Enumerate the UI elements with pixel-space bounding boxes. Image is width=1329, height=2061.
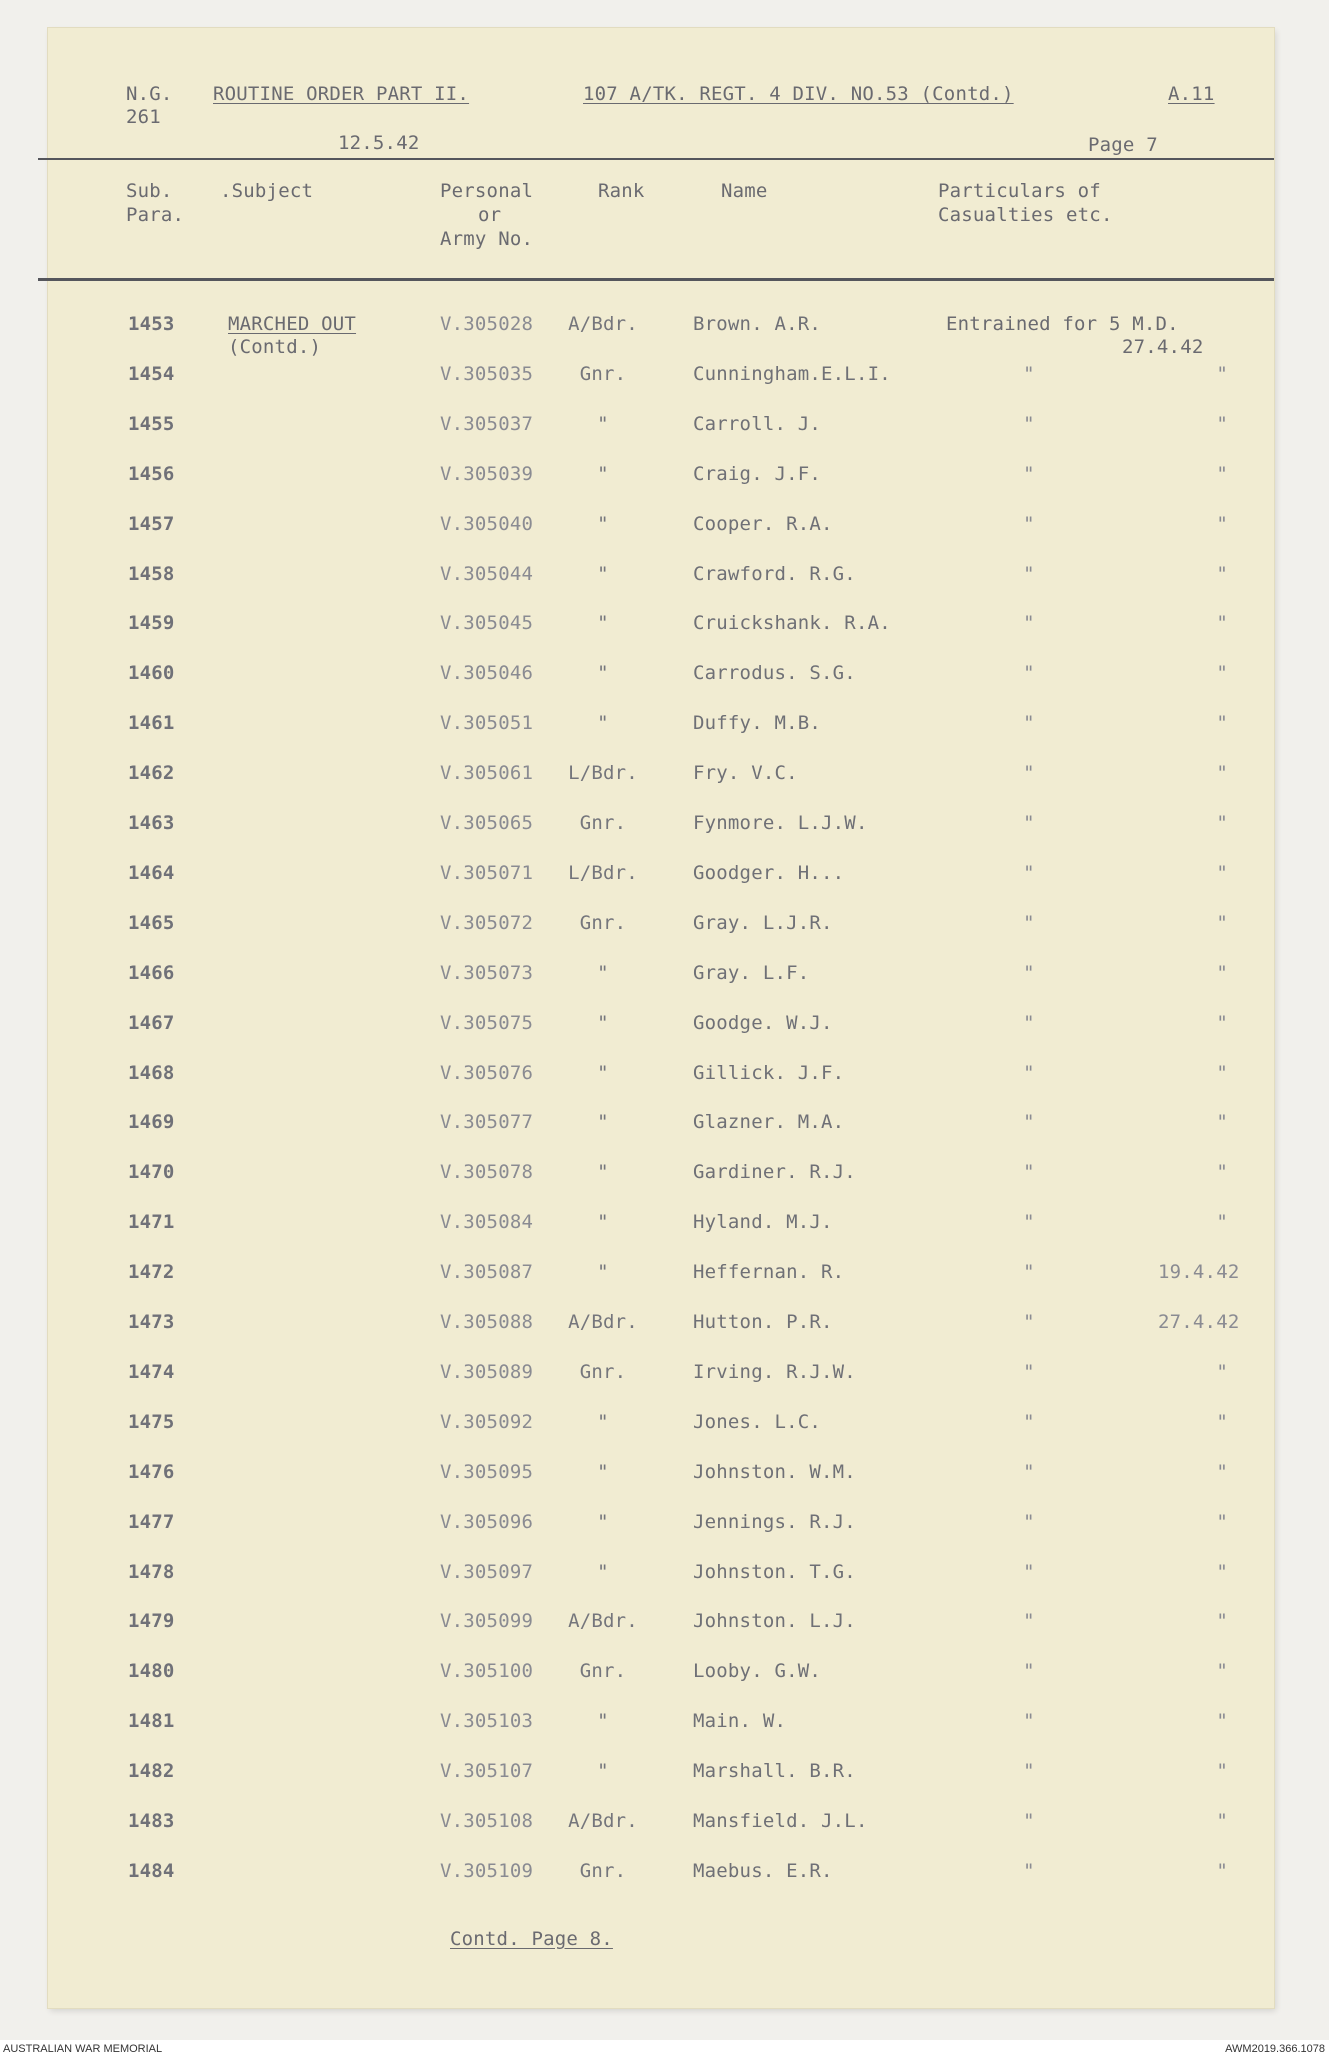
date-cell: " (1216, 1810, 1228, 1832)
table-row (48, 1561, 1274, 1601)
header-rule (38, 158, 1274, 160)
col-rank: Rank (598, 180, 645, 202)
date-cell: " (1216, 1710, 1228, 1732)
table-row (48, 762, 1274, 802)
particulars-ditto-cell: " (1023, 1411, 1035, 1433)
particulars-ditto-cell: " (1023, 1062, 1035, 1084)
sub-para-cell: 1475 (128, 1411, 175, 1433)
particulars-ditto-cell: " (1023, 912, 1035, 934)
particulars-ditto-cell: " (1023, 812, 1035, 834)
table-row (48, 1411, 1274, 1451)
date-cell: " (1216, 1610, 1228, 1632)
date-cell: " (1216, 612, 1228, 634)
name-cell: Jones. L.C. (693, 1411, 822, 1433)
table-row (48, 1161, 1274, 1201)
col-personal-3: Army No. (440, 228, 534, 250)
document-title: ROUTINE ORDER PART II. (213, 83, 470, 105)
army-number-cell: V.305061 (440, 762, 534, 784)
sub-para-cell: 1482 (128, 1760, 175, 1782)
table-row (48, 1860, 1274, 1900)
army-number-cell: V.305097 (440, 1561, 534, 1583)
particulars-ditto-cell: " (1023, 962, 1035, 984)
col-personal-1: Personal (440, 180, 534, 202)
table-row (48, 1610, 1274, 1650)
sub-para-cell: 1468 (128, 1062, 175, 1084)
sub-para-cell: 1484 (128, 1860, 175, 1882)
sub-para-cell: 1455 (128, 413, 175, 435)
date-cell: " (1216, 1561, 1228, 1583)
date-cell: " (1216, 1012, 1228, 1034)
sub-para-cell: 1457 (128, 513, 175, 535)
particulars-ditto-cell: " (1023, 463, 1035, 485)
footer-reference: AWM2019.366.1078 (1225, 2043, 1325, 2055)
table-row (48, 662, 1274, 702)
table-row (48, 1012, 1274, 1052)
name-cell: Johnston. W.M. (693, 1461, 856, 1483)
date-cell: " (1216, 1111, 1228, 1133)
name-cell: Hyland. M.J. (693, 1211, 833, 1233)
sub-para-cell: 1472 (128, 1261, 175, 1283)
sub-para-cell: 1463 (128, 812, 175, 834)
sub-para-cell: 1459 (128, 612, 175, 634)
name-cell: Cooper. R.A. (693, 513, 833, 535)
sub-para-cell: 1464 (128, 862, 175, 884)
rank-cell: " (597, 1012, 609, 1034)
particulars-ditto-cell: " (1023, 762, 1035, 784)
rank-cell: Gnr. (579, 912, 627, 934)
rank-cell: Gnr. (579, 1860, 627, 1882)
table-row (48, 1461, 1274, 1501)
date-cell: " (1216, 1660, 1228, 1682)
date-cell: " (1216, 912, 1228, 934)
name-cell: Mansfield. J.L. (693, 1810, 868, 1832)
army-number-cell: V.305077 (440, 1111, 534, 1133)
rank-cell: " (597, 962, 609, 984)
rank-cell: L/Bdr. (568, 862, 638, 884)
date-cell: " (1216, 712, 1228, 734)
sub-para-cell: 1471 (128, 1211, 175, 1233)
sub-para-cell: 1453 (128, 313, 175, 335)
army-number-cell: V.305045 (440, 612, 534, 634)
date-cell: " (1216, 812, 1228, 834)
table-row (48, 1810, 1274, 1850)
sub-para-cell: 1460 (128, 662, 175, 684)
name-cell: Heffernan. R. (693, 1261, 845, 1283)
table-row (48, 313, 1274, 353)
name-cell: Goodger. H... (693, 862, 845, 884)
date-cell: " (1216, 563, 1228, 585)
particulars-ditto-cell: " (1023, 1012, 1035, 1034)
rank-cell: " (597, 513, 609, 535)
col-sub-para-1: Sub. (126, 180, 173, 202)
sub-para-cell: 1473 (128, 1311, 175, 1333)
date-cell: " (1216, 1062, 1228, 1084)
col-subject: .Subject (220, 180, 314, 202)
army-number-cell: V.305028 (440, 313, 534, 335)
table-row (48, 563, 1274, 603)
date-cell: " (1216, 363, 1228, 385)
army-number-cell: V.305095 (440, 1461, 534, 1483)
rank-cell: A/Bdr. (568, 313, 638, 335)
name-cell: Main. W. (693, 1710, 787, 1732)
col-particulars-1: Particulars of (938, 180, 1101, 202)
subject-line-2: (Contd.) (228, 336, 322, 358)
particulars-ditto-cell: " (1023, 1710, 1035, 1732)
particulars-ditto-cell: " (1023, 1311, 1035, 1333)
name-cell: Gray. L.F. (693, 962, 810, 984)
table-row (48, 812, 1274, 852)
table-row (48, 1211, 1274, 1251)
name-cell: Gillick. J.F. (693, 1062, 845, 1084)
table-row (48, 1710, 1274, 1750)
name-cell: Duffy. M.B. (693, 712, 822, 734)
particulars-ditto-cell: " (1023, 1660, 1035, 1682)
form-number: 261 (126, 106, 161, 128)
table-row (48, 1760, 1274, 1800)
particulars-ditto-cell: " (1023, 363, 1035, 385)
particulars-ditto-cell: " (1023, 862, 1035, 884)
particulars-ditto-cell: " (1023, 1261, 1035, 1283)
sub-para-cell: 1462 (128, 762, 175, 784)
sub-para-cell: 1483 (128, 1810, 175, 1832)
rank-cell: Gnr. (579, 1361, 627, 1383)
particulars-ditto-cell: " (1023, 1810, 1035, 1832)
document-page (48, 28, 1274, 2008)
table-row (48, 712, 1274, 752)
name-cell: Hutton. P.R. (693, 1311, 833, 1333)
date-cell: " (1216, 1411, 1228, 1433)
particulars-ditto-cell: " (1023, 513, 1035, 535)
particulars-ditto-cell: " (1023, 1860, 1035, 1882)
particulars-ditto-cell: " (1023, 612, 1035, 634)
rank-cell: Gnr. (579, 363, 627, 385)
sub-para-cell: 1479 (128, 1610, 175, 1632)
date-cell: " (1216, 513, 1228, 535)
name-cell: Johnston. T.G. (693, 1561, 856, 1583)
particulars-ditto-cell: " (1023, 413, 1035, 435)
name-cell: Cunningham.E.L.I. (693, 363, 891, 385)
col-personal-2: or (478, 204, 502, 226)
particulars-ditto-cell: " (1023, 1561, 1035, 1583)
table-row (48, 1660, 1274, 1700)
army-number-cell: V.305051 (440, 712, 534, 734)
army-number-cell: V.305107 (440, 1760, 534, 1782)
sub-para-cell: 1470 (128, 1161, 175, 1183)
army-number-cell: V.305078 (440, 1161, 534, 1183)
col-name: Name (721, 180, 768, 202)
name-cell: Johnston. L.J. (693, 1610, 856, 1632)
rank-cell: " (597, 413, 609, 435)
sub-para-cell: 1481 (128, 1710, 175, 1732)
table-row (48, 1261, 1274, 1301)
date-cell: 19.4.42 (1158, 1261, 1240, 1283)
date-cell: " (1216, 962, 1228, 984)
name-cell: Jennings. R.J. (693, 1511, 856, 1533)
sub-para-cell: 1477 (128, 1511, 175, 1533)
sub-para-cell: 1467 (128, 1012, 175, 1034)
rank-cell: " (597, 463, 609, 485)
army-number-cell: V.305035 (440, 363, 534, 385)
date-cell: " (1216, 1461, 1228, 1483)
name-cell: Marshall. B.R. (693, 1760, 856, 1782)
subject-line-1: MARCHED OUT (228, 313, 357, 335)
rank-cell: Gnr. (579, 812, 627, 834)
name-cell: Cruickshank. R.A. (693, 612, 891, 634)
name-cell: Irving. R.J.W. (693, 1361, 856, 1383)
army-number-cell: V.305084 (440, 1211, 534, 1233)
table-row (48, 1511, 1274, 1551)
name-cell: Glazner. M.A. (693, 1111, 845, 1133)
army-number-cell: V.305087 (440, 1261, 534, 1283)
rank-cell: " (597, 662, 609, 684)
table-row (48, 912, 1274, 952)
sub-para-cell: 1461 (128, 712, 175, 734)
sub-para-cell: 1454 (128, 363, 175, 385)
sub-para-cell: 1458 (128, 563, 175, 585)
form-code: N.G. (126, 83, 173, 105)
rank-cell: " (597, 1261, 609, 1283)
table-row (48, 463, 1274, 503)
name-cell: Brown. A.R. (693, 313, 822, 335)
sub-para-cell: 1474 (128, 1361, 175, 1383)
army-number-cell: V.305075 (440, 1012, 534, 1034)
sub-para-cell: 1480 (128, 1660, 175, 1682)
army-number-cell: V.305096 (440, 1511, 534, 1533)
table-row (48, 862, 1274, 902)
particulars-ditto-cell: " (1023, 712, 1035, 734)
unit-designation: 107 A/TK. REGT. 4 DIV. NO.53 (Contd.) (583, 83, 1014, 105)
reference-code: A.11 (1168, 83, 1215, 105)
name-cell: Maebus. E.R. (693, 1860, 833, 1882)
army-number-cell: V.305088 (440, 1311, 534, 1333)
sub-para-cell: 1469 (128, 1111, 175, 1133)
name-cell: Looby. G.W. (693, 1660, 822, 1682)
rank-cell: A/Bdr. (568, 1610, 638, 1632)
table-row (48, 413, 1274, 453)
rank-cell: " (597, 1161, 609, 1183)
particulars-ditto-cell: " (1023, 1211, 1035, 1233)
army-number-cell: V.305109 (440, 1860, 534, 1882)
name-cell: Crawford. R.G. (693, 563, 856, 585)
date-cell: " (1216, 413, 1228, 435)
name-cell: Fynmore. L.J.W. (693, 812, 868, 834)
rank-cell: " (597, 1062, 609, 1084)
rank-cell: " (597, 1511, 609, 1533)
page-number: Page 7 (1088, 134, 1158, 156)
column-header-rule (38, 278, 1274, 281)
first-entry-date: 27.4.42 (1122, 336, 1204, 358)
army-number-cell: V.305065 (440, 812, 534, 834)
sub-para-cell: 1478 (128, 1561, 175, 1583)
sub-para-cell: 1465 (128, 912, 175, 934)
particulars-ditto-cell: " (1023, 1610, 1035, 1632)
name-cell: Carroll. J. (693, 413, 822, 435)
name-cell: Fry. V.C. (693, 762, 798, 784)
rank-cell: L/Bdr. (568, 762, 638, 784)
rank-cell: " (597, 1111, 609, 1133)
army-number-cell: V.305089 (440, 1361, 534, 1383)
rank-cell: " (597, 1211, 609, 1233)
army-number-cell: V.305092 (440, 1411, 534, 1433)
continuation-note: Contd. Page 8. (450, 1928, 613, 1950)
army-number-cell: V.305076 (440, 1062, 534, 1084)
name-cell: Goodge. W.J. (693, 1012, 833, 1034)
particulars-ditto-cell: " (1023, 662, 1035, 684)
rank-cell: " (597, 1760, 609, 1782)
rank-cell: " (597, 1411, 609, 1433)
date-cell: " (1216, 1860, 1228, 1882)
table-row (48, 1361, 1274, 1401)
rank-cell: " (597, 712, 609, 734)
army-number-cell: V.305072 (440, 912, 534, 934)
particulars-ditto-cell: " (1023, 1161, 1035, 1183)
table-row (48, 612, 1274, 652)
table-row (48, 363, 1274, 403)
army-number-cell: V.305071 (440, 862, 534, 884)
col-particulars-2: Casualties etc. (938, 204, 1113, 226)
sub-para-cell: 1476 (128, 1461, 175, 1483)
date-cell: " (1216, 463, 1228, 485)
table-row (48, 1062, 1274, 1102)
army-number-cell: V.305100 (440, 1660, 534, 1682)
table-row (48, 1311, 1274, 1351)
date-cell: " (1216, 762, 1228, 784)
table-row (48, 1111, 1274, 1151)
rank-cell: A/Bdr. (568, 1810, 638, 1832)
army-number-cell: V.305073 (440, 962, 534, 984)
sub-para-cell: 1466 (128, 962, 175, 984)
footer-source: AUSTRALIAN WAR MEMORIAL (3, 2043, 163, 2055)
particulars-ditto-cell: " (1023, 1111, 1035, 1133)
rank-cell: " (597, 1461, 609, 1483)
name-cell: Craig. J.F. (693, 463, 822, 485)
rank-cell: " (597, 1710, 609, 1732)
particulars-ditto-cell: " (1023, 1511, 1035, 1533)
particulars-ditto-cell: " (1023, 1361, 1035, 1383)
army-number-cell: V.305103 (440, 1710, 534, 1732)
date-cell: " (1216, 1211, 1228, 1233)
date-cell: " (1216, 1361, 1228, 1383)
name-cell: Gray. L.J.R. (693, 912, 833, 934)
date-cell: " (1216, 1511, 1228, 1533)
army-number-cell: V.305046 (440, 662, 534, 684)
name-cell: Carrodus. S.G. (693, 662, 856, 684)
table-row (48, 513, 1274, 553)
rank-cell: " (597, 612, 609, 634)
table-row (48, 962, 1274, 1002)
particulars-ditto-cell: " (1023, 1760, 1035, 1782)
rank-cell: A/Bdr. (568, 1311, 638, 1333)
name-cell: Gardiner. R.J. (693, 1161, 856, 1183)
rank-cell: Gnr. (579, 1660, 627, 1682)
date-cell: " (1216, 1161, 1228, 1183)
army-number-cell: V.305039 (440, 463, 534, 485)
date-cell: " (1216, 862, 1228, 884)
rank-cell: " (597, 563, 609, 585)
col-sub-para-2: Para. (126, 204, 185, 226)
date-cell: " (1216, 1760, 1228, 1782)
army-number-cell: V.305037 (440, 413, 534, 435)
date-cell: 27.4.42 (1158, 1311, 1240, 1333)
particulars-ditto-cell: " (1023, 563, 1035, 585)
rank-cell: " (597, 1561, 609, 1583)
army-number-cell: V.305108 (440, 1810, 534, 1832)
army-number-cell: V.305040 (440, 513, 534, 535)
order-date: 12.5.42 (338, 132, 420, 154)
date-cell: " (1216, 662, 1228, 684)
army-number-cell: V.305044 (440, 563, 534, 585)
sub-para-cell: 1456 (128, 463, 175, 485)
army-number-cell: V.305099 (440, 1610, 534, 1632)
particulars-ditto-cell: " (1023, 1461, 1035, 1483)
first-entry-particulars: Entrained for 5 M.D. (946, 313, 1179, 335)
